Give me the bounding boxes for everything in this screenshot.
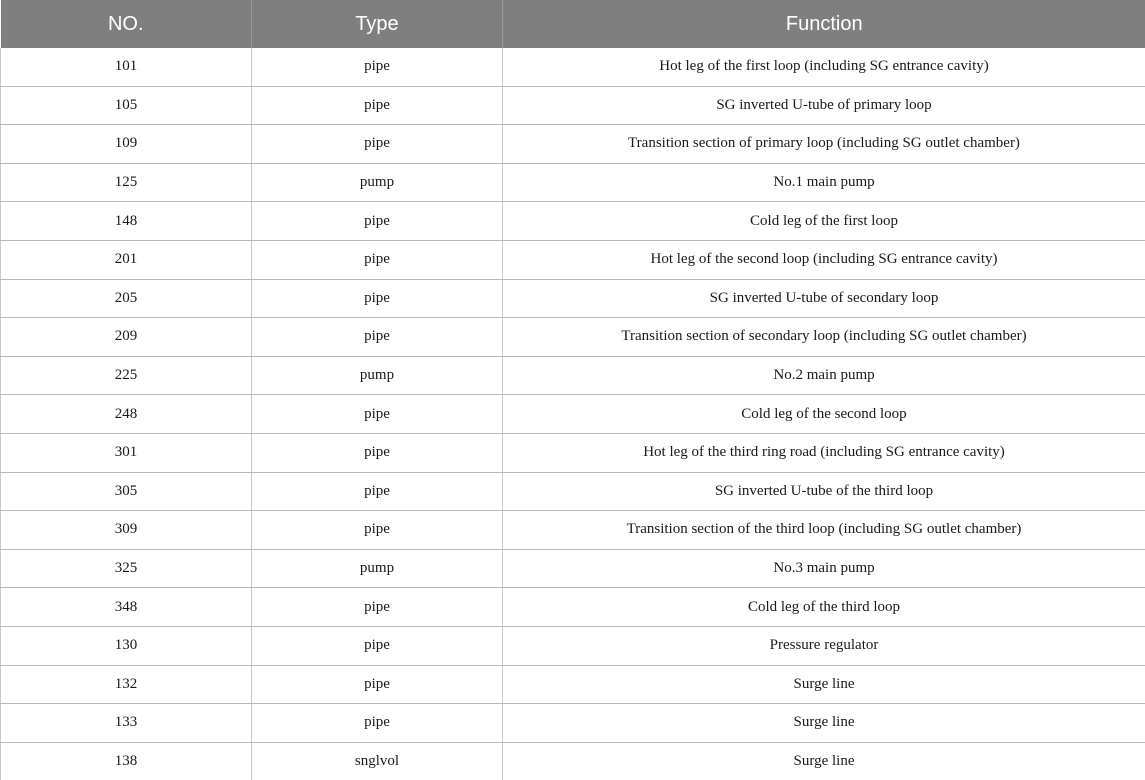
table-row (1, 356, 1145, 395)
cell-function: Hot leg of the third ring road (including SG entrance cavity) (503, 433, 1145, 472)
table-header (1, 0, 1145, 48)
table-row (1, 86, 1145, 125)
table-row (1, 125, 1145, 164)
cell-function: Pressure regulator (503, 626, 1145, 665)
cell-function: No.3 main pump (503, 549, 1145, 588)
table-row (1, 549, 1145, 588)
table-row (1, 626, 1145, 665)
cell-function: Surge line (503, 742, 1145, 780)
cell-function: Surge line (503, 704, 1145, 743)
cell-type: pipe (252, 125, 503, 164)
cell-function: Transition section of primary loop (including SG outlet chamber) (503, 125, 1145, 164)
cell-type: pipe (252, 48, 503, 86)
table-row (1, 48, 1145, 86)
cell-no: 301 (1, 433, 252, 472)
cell-no: 209 (1, 318, 252, 357)
cell-no: 130 (1, 626, 252, 665)
cell-no: 201 (1, 240, 252, 279)
cell-function: Transition section of secondary loop (including SG outlet chamber) (503, 318, 1145, 357)
table-row (1, 318, 1145, 357)
cell-no: 309 (1, 511, 252, 550)
cell-function: SG inverted U-tube of secondary loop (503, 279, 1145, 318)
cell-function: Hot leg of the first loop (including SG entrance cavity) (503, 48, 1145, 86)
cell-no: 109 (1, 125, 252, 164)
cell-no: 205 (1, 279, 252, 318)
cell-type: pump (252, 163, 503, 202)
cell-type: pipe (252, 318, 503, 357)
cell-function: SG inverted U-tube of the third loop (503, 472, 1145, 511)
cell-no: 248 (1, 395, 252, 434)
cell-no: 133 (1, 704, 252, 743)
cell-no: 132 (1, 665, 252, 704)
cell-no: 105 (1, 86, 252, 125)
cell-function: Cold leg of the first loop (503, 202, 1145, 241)
cell-function: No.2 main pump (503, 356, 1145, 395)
table-row (1, 472, 1145, 511)
table-row (1, 704, 1145, 743)
cell-no: 305 (1, 472, 252, 511)
cell-type: pump (252, 549, 503, 588)
table-row (1, 588, 1145, 627)
cell-no: 348 (1, 588, 252, 627)
table-body (1, 48, 1145, 780)
cell-function: SG inverted U-tube of primary loop (503, 86, 1145, 125)
cell-function: Transition section of the third loop (including SG outlet chamber) (503, 511, 1145, 550)
header-type: Type (252, 0, 503, 48)
cell-type: pipe (252, 433, 503, 472)
cell-type: pipe (252, 472, 503, 511)
header-no: NO. (1, 0, 252, 48)
cell-type: pipe (252, 395, 503, 434)
header-function: Function (503, 0, 1145, 48)
cell-type: pipe (252, 665, 503, 704)
cell-no: 101 (1, 48, 252, 86)
table-row (1, 511, 1145, 550)
cell-type: pipe (252, 279, 503, 318)
cell-type: pipe (252, 588, 503, 627)
cell-type: pipe (252, 704, 503, 743)
cell-no: 148 (1, 202, 252, 241)
cell-type: pipe (252, 202, 503, 241)
cell-no: 225 (1, 356, 252, 395)
cell-function: No.1 main pump (503, 163, 1145, 202)
header-row (1, 0, 1145, 48)
cell-type: pipe (252, 511, 503, 550)
table-row (1, 202, 1145, 241)
cell-no: 325 (1, 549, 252, 588)
cell-no: 138 (1, 742, 252, 780)
cell-function: Cold leg of the second loop (503, 395, 1145, 434)
cell-function: Hot leg of the second loop (including SG entrance cavity) (503, 240, 1145, 279)
cell-function: Cold leg of the third loop (503, 588, 1145, 627)
table-row (1, 742, 1145, 780)
table-row (1, 395, 1145, 434)
table-row (1, 665, 1145, 704)
cell-type: snglvol (252, 742, 503, 780)
table-row (1, 240, 1145, 279)
cell-type: pipe (252, 240, 503, 279)
cell-type: pump (252, 356, 503, 395)
table-row (1, 279, 1145, 318)
cell-type: pipe (252, 626, 503, 665)
table-row (1, 433, 1145, 472)
table-row (1, 163, 1145, 202)
cell-function: Surge line (503, 665, 1145, 704)
cell-no: 125 (1, 163, 252, 202)
cell-type: pipe (252, 86, 503, 125)
